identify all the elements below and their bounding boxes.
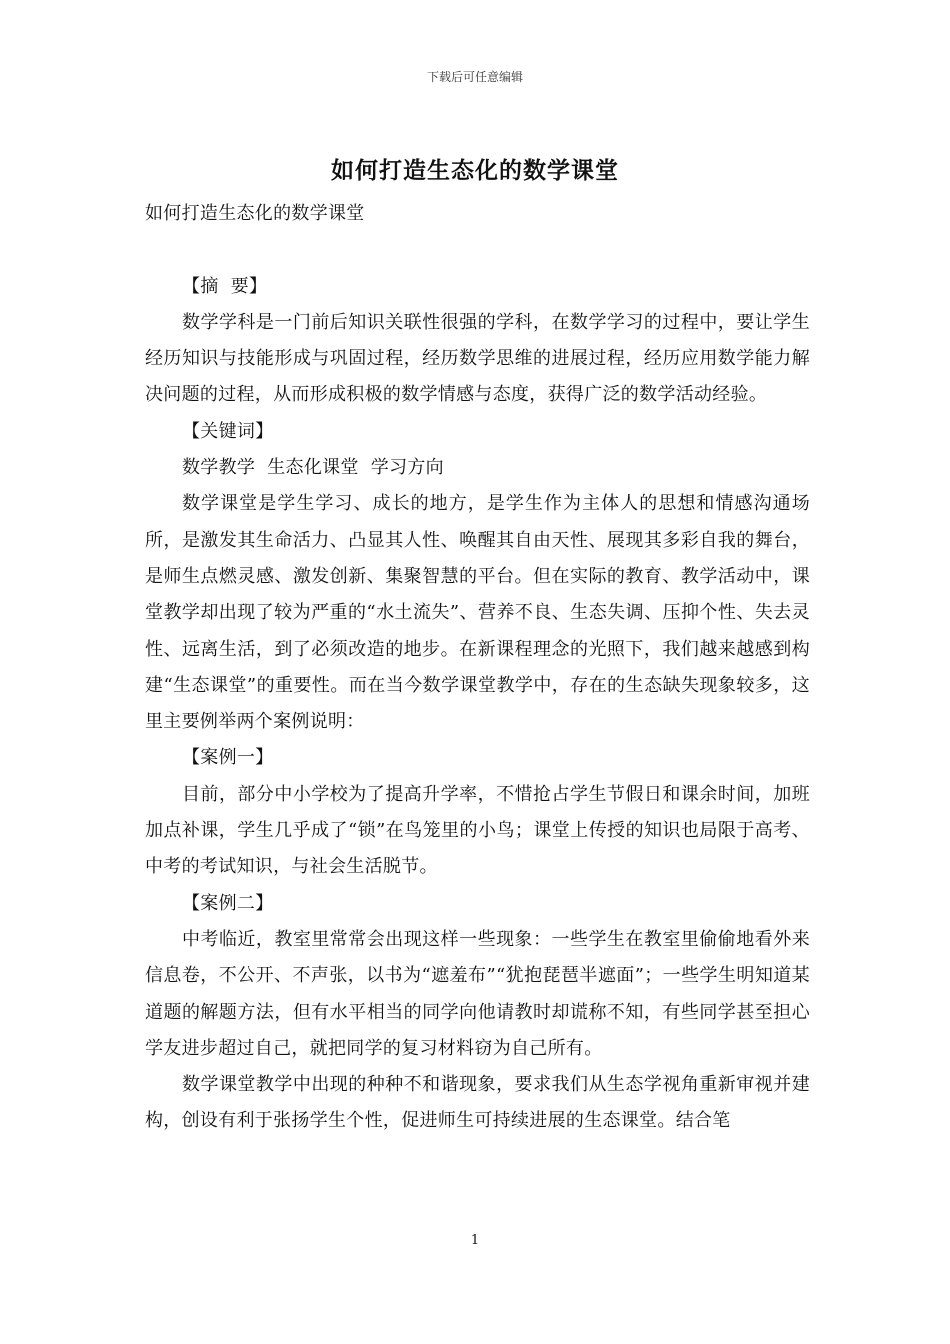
keywords-heading: 【关键词】 bbox=[182, 420, 274, 442]
document-body bbox=[145, 196, 810, 1140]
keywords-text: 数学教学 生态化课堂 学习方向 bbox=[182, 457, 444, 479]
case-one-paragraph: 目前，部分中小学校为了提高升学率，不惜抢占学生节假日和课余时间，加班加点补课，学生几乎成了“锁”在鸟笼里的小鸟；课堂上传授的知识也局限于高考、中考的考试知识，与社会生活脱节。 bbox=[145, 783, 810, 878]
header-note: 下载后可任意编辑 bbox=[426, 70, 523, 84]
document-title: 如何打造生态化的数学课堂 bbox=[331, 157, 619, 184]
blank-line bbox=[145, 232, 810, 268]
closing-paragraph: 数学课堂教学中出现的种种不和谐现象，要求我们从生态学视角重新审视并建构，创设有利于张扬学生个性，促进师生可持续进展的生态课堂。结合笔 bbox=[145, 1074, 810, 1132]
page-number: 1 bbox=[470, 1233, 480, 1248]
case-two-heading: 【案例二】 bbox=[182, 892, 274, 914]
case-one-heading: 【案例一】 bbox=[182, 747, 274, 769]
abstract-paragraph: 数学学科是一门前后知识关联性很强的学科，在数学学习的过程中，要让学生经历知识与技能形成与巩固过程，经历数学思维的进展过程，经历应用数学能力解决问题的过程，从而形成积极的数学情感与态度，获得广泛的数学活动经验。 bbox=[145, 311, 810, 406]
subtitle: 如何打造生态化的数学课堂 bbox=[145, 203, 365, 224]
case-two-paragraph: 中考临近，教室里常常会出现这样一些现象：一些学生在教室里偷偷地看外来信息卷，不公开、不声张，以书为“遮羞布”“犹抱琵琶半遮面”；一些学生明知道某道题的解题方法，但有水平相当的同学向他请教时却谎称不知，有些同学甚至担心学友进步超过自己，就把同学的复习材料窃为自己所有。 bbox=[145, 928, 810, 1059]
abstract-heading: 【摘 要】 bbox=[182, 275, 268, 297]
intro-paragraph: 数学课堂是学生学习、成长的地方，是学生作为主体人的思想和情感沟通场所，是激发其生命活力、凸显其人性、唤醒其自由天性、展现其多彩自我的舞台，是师生点燃灵感、激发创新、集聚智慧的平台。但在实际的教育、教学活动中，课堂教学却出现了较为严重的“水土流失”、营养不良、生态失调、压抑个性、失去灵性、远离生活，到了必须改造的地步。在新课程理念的光照下，我们越来越感到构建“生态课堂”的重要性。而在当今数学课堂教学中，存在的生态缺失现象较多，这里主要例举两个案例说明： bbox=[145, 493, 810, 733]
